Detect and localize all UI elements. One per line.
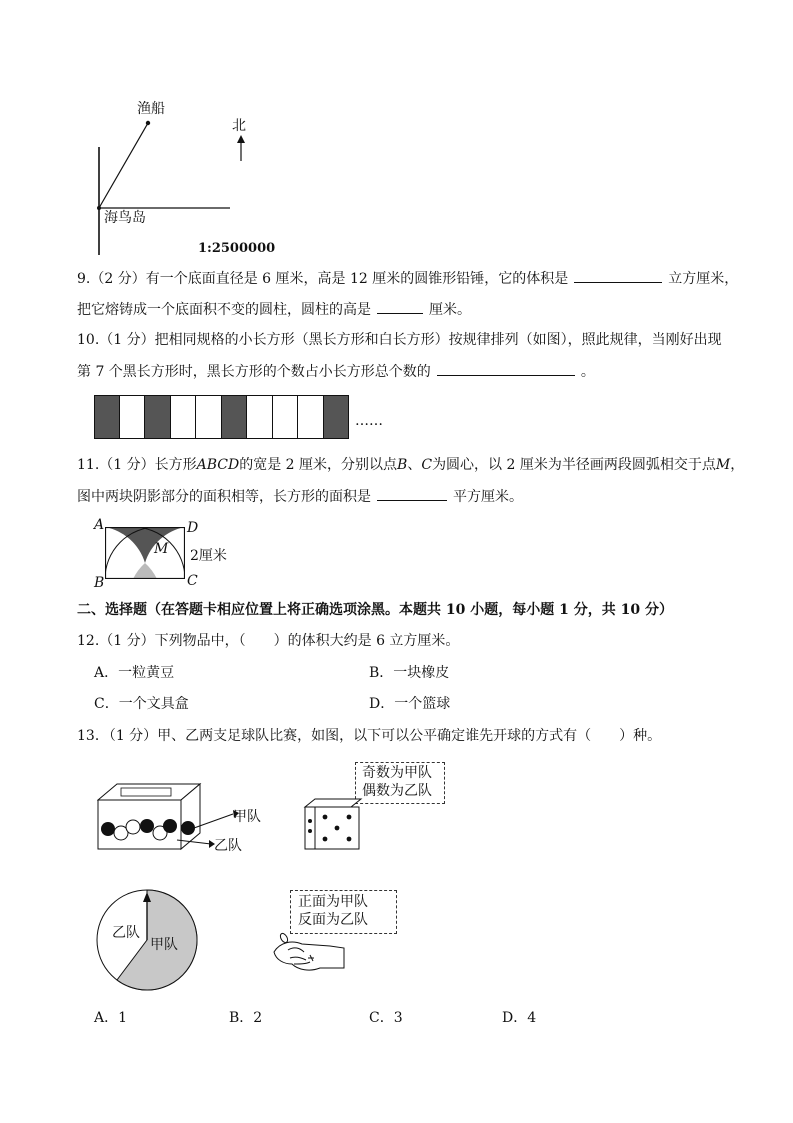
q9-text-a: 9.（2 分）有一个底面直径是 6 厘米，高是 12 厘米的圆锥形铅锤，它的体积是 <box>77 271 569 287</box>
rectangle-pattern <box>94 395 349 439</box>
question-12-stem: 12.（1 分）下列物品中，（ ）的体积大约是 6 立方厘米。 <box>77 633 460 649</box>
fig-point-d: D <box>187 520 199 536</box>
q10-text-b: 。 <box>580 364 595 380</box>
dice-rule-line-1: 奇数为甲队 <box>362 765 432 781</box>
section-2-title: 二、选择题（在答题卡相应位置上将正确选项涂黑。本题共 10 小题，每小题 1 分，共 10 分） <box>77 602 673 618</box>
q11-text-c: 、 <box>407 457 422 473</box>
q11-point-b: B <box>397 457 408 473</box>
q11-text-d: 为圆心，以 2 厘米为半径画两段圆弧相交于点 <box>432 457 716 473</box>
rectangle-arc-figure <box>105 527 185 583</box>
coin-rule-line-1: 正面为甲队 <box>298 894 368 910</box>
pattern-white-rect <box>298 395 324 439</box>
q12-option-b[interactable]: B．一块橡皮 <box>369 665 450 681</box>
question-11-line-1 <box>77 455 744 475</box>
q12-option-d[interactable]: D．一个篮球 <box>369 696 451 712</box>
fig-width-label: 2厘米 <box>190 548 227 564</box>
q9-blank-volume[interactable] <box>574 268 662 283</box>
pattern-white-rect <box>120 395 146 439</box>
pattern-white-rect <box>273 395 299 439</box>
boat-label: 渔船 <box>137 101 165 117</box>
dice-drawing <box>303 797 363 853</box>
q13-option-d[interactable]: D．4 <box>502 1010 537 1026</box>
q12-option-c[interactable]: C．一个文具盒 <box>94 696 189 712</box>
arc-drawing <box>105 527 185 579</box>
q11-blank-area[interactable] <box>377 486 447 501</box>
q13-option-a[interactable]: A．1 <box>94 1010 128 1026</box>
q9-text-c: 把它熔铸成一个底面积不变的圆柱，圆柱的高是 <box>77 302 371 318</box>
q13-option-b[interactable]: B．2 <box>229 1010 263 1026</box>
q9-text-b: 立方厘米， <box>668 271 739 287</box>
question-10-line-1: 10.（1 分）把相同规格的小长方形（黑长方形和白长方形）按规律排列（如图），照此规律，当刚好出现 <box>77 332 722 348</box>
q11-text-g: 平方厘米。 <box>453 489 523 505</box>
q11-text-f: 图中两块阴影部分的面积相等，长方形的面积是 <box>77 489 371 505</box>
box-label-yi: 乙队 <box>214 838 242 854</box>
dice-rule-line-2: 偶数为乙队 <box>362 783 432 799</box>
spinner-label-jia: 甲队 <box>150 937 178 953</box>
question-9-line-1 <box>77 268 738 289</box>
pattern-black-rect <box>324 395 350 439</box>
map-figure <box>90 95 290 265</box>
pattern-black-rect <box>145 395 171 439</box>
q10-blank-fraction[interactable] <box>437 361 575 376</box>
scale-label: 1:2500000 <box>198 241 276 256</box>
q11-point-m: M <box>715 457 731 473</box>
fig-point-b: B <box>94 575 105 591</box>
q11-abcd: ABCD <box>196 457 240 473</box>
question-13-stem: 13．（1 分）甲、乙两支足球队比赛，如图，以下可以公平确定谁先开球的方式有（ ）种。 <box>77 728 662 744</box>
pattern-white-rect <box>171 395 197 439</box>
box-label-jia: 甲队 <box>233 809 261 825</box>
q11-text-e: ， <box>730 457 745 473</box>
q9-blank-height[interactable] <box>377 299 423 314</box>
pattern-white-rect <box>196 395 222 439</box>
coin-rule-line-2: 反面为乙队 <box>298 912 368 928</box>
q11-text-b: 的宽是 2 厘米，分别以点 <box>239 457 398 473</box>
pattern-white-rect <box>247 395 273 439</box>
question-11-line-2 <box>77 486 523 507</box>
fig-point-c: C <box>187 573 198 589</box>
dice-figure <box>303 797 363 857</box>
spinner-label-yi: 乙队 <box>112 925 140 941</box>
q9-text-d: 厘米。 <box>429 302 471 318</box>
island-label: 海鸟岛 <box>104 210 146 226</box>
hand-drawing <box>270 928 350 976</box>
fig-point-a: A <box>94 517 105 533</box>
q11-point-c: C <box>421 457 433 473</box>
map-drawing <box>90 95 290 265</box>
q12-option-a[interactable]: A．一粒黄豆 <box>94 665 175 681</box>
pattern-black-rect <box>94 395 120 439</box>
spinner-figure <box>95 888 199 996</box>
q10-text-a: 第 7 个黑长方形时，黑长方形的个数占小长方形总个数的 <box>77 364 431 380</box>
fig-point-m: M <box>154 541 169 557</box>
pattern-ellipsis: …… <box>355 413 383 429</box>
spinner-drawing <box>95 888 199 992</box>
question-9-line-2 <box>77 299 471 320</box>
pattern-black-rect <box>222 395 248 439</box>
q13-option-c[interactable]: C．3 <box>369 1010 403 1026</box>
q11-text-a: 11.（1 分）长方形 <box>77 457 197 473</box>
question-10-line-2 <box>77 361 595 382</box>
north-label: 北 <box>232 118 246 134</box>
hand-flip-figure <box>270 928 350 980</box>
